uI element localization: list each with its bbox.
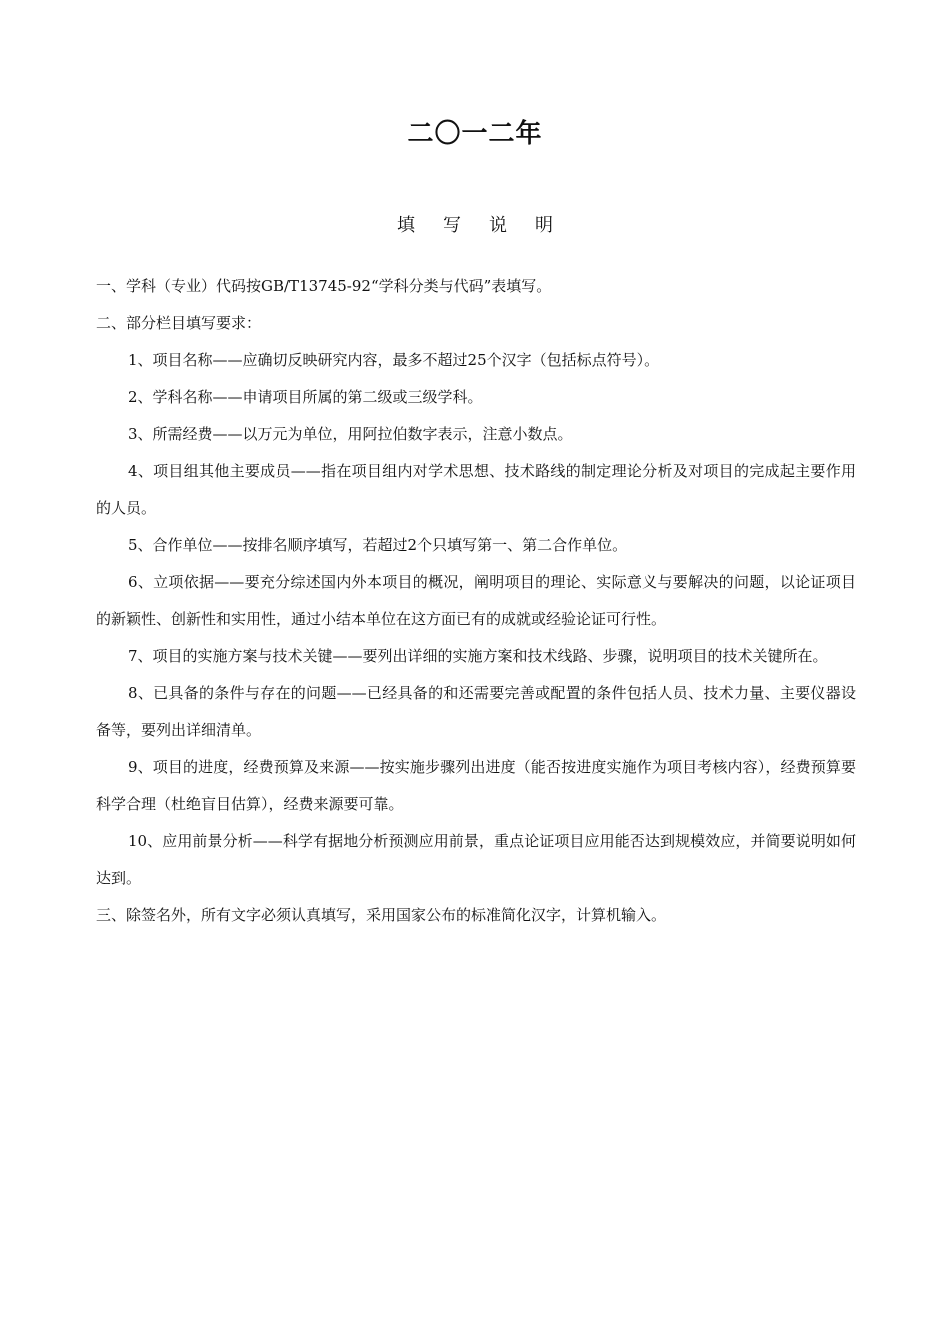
instruction-item-1: 1、项目名称——应确切反映研究内容，最多不超过25个汉字（包括标点符号）。 — [128, 351, 660, 369]
instruction-item-2: 2、学科名称——申请项目所属的第二级或三级学科。 — [128, 388, 483, 406]
instructions-heading: 填写说明 — [397, 215, 581, 236]
instructions-body — [96, 268, 856, 934]
instruction-item-4: 4、项目组其他主要成员——指在项目组内对学术思想、技术路线的制定理论分析及对项目的完成起主要作用的人员。 — [96, 462, 856, 517]
instruction-item-3: 3、所需经费——以万元为单位，用阿拉伯数字表示，注意小数点。 — [128, 425, 573, 443]
instruction-item-7: 7、项目的实施方案与技术关键——要列出详细的实施方案和技术线路、步骤，说明项目的技术关键所在。 — [128, 647, 828, 665]
instruction-item-9: 9、项目的进度，经费预算及来源——按实施步骤列出进度（能否按进度实施作为项目考核内容），经费预算要科学合理（杜绝盲目估算），经费来源要可靠。 — [96, 758, 856, 813]
instruction-item-8: 8、已具备的条件与存在的问题——已经具备的和还需要完善或配置的条件包括人员、技术力量、主要仪器设备等，要列出详细清单。 — [96, 684, 856, 739]
instruction-section-2: 二、部分栏目填写要求： — [96, 314, 262, 332]
instruction-section-3: 三、除签名外，所有文字必须认真填写，采用国家公布的标准简化汉字，计算机输入。 — [96, 906, 667, 924]
instruction-item-6: 6、立项依据——要充分综述国内外本项目的概况，阐明项目的理论、实际意义与要解决的问题，以论证项目的新颖性、创新性和实用性，通过小结本单位在这方面已有的成就或经验论证可行性。 — [96, 573, 856, 628]
instruction-section-1: 一、学科（专业）代码按GB/T13745-92“学科分类与代码”表填写。 — [96, 277, 552, 295]
instruction-item-5: 5、合作单位——按排名顺序填写，若超过2个只填写第一、第二合作单位。 — [128, 536, 628, 554]
instruction-item-10: 10、应用前景分析——科学有据地分析预测应用前景，重点论证项目应用能否达到规模效应，并简要说明如何达到。 — [96, 832, 856, 887]
year-title: 二〇一二年 — [407, 119, 543, 149]
